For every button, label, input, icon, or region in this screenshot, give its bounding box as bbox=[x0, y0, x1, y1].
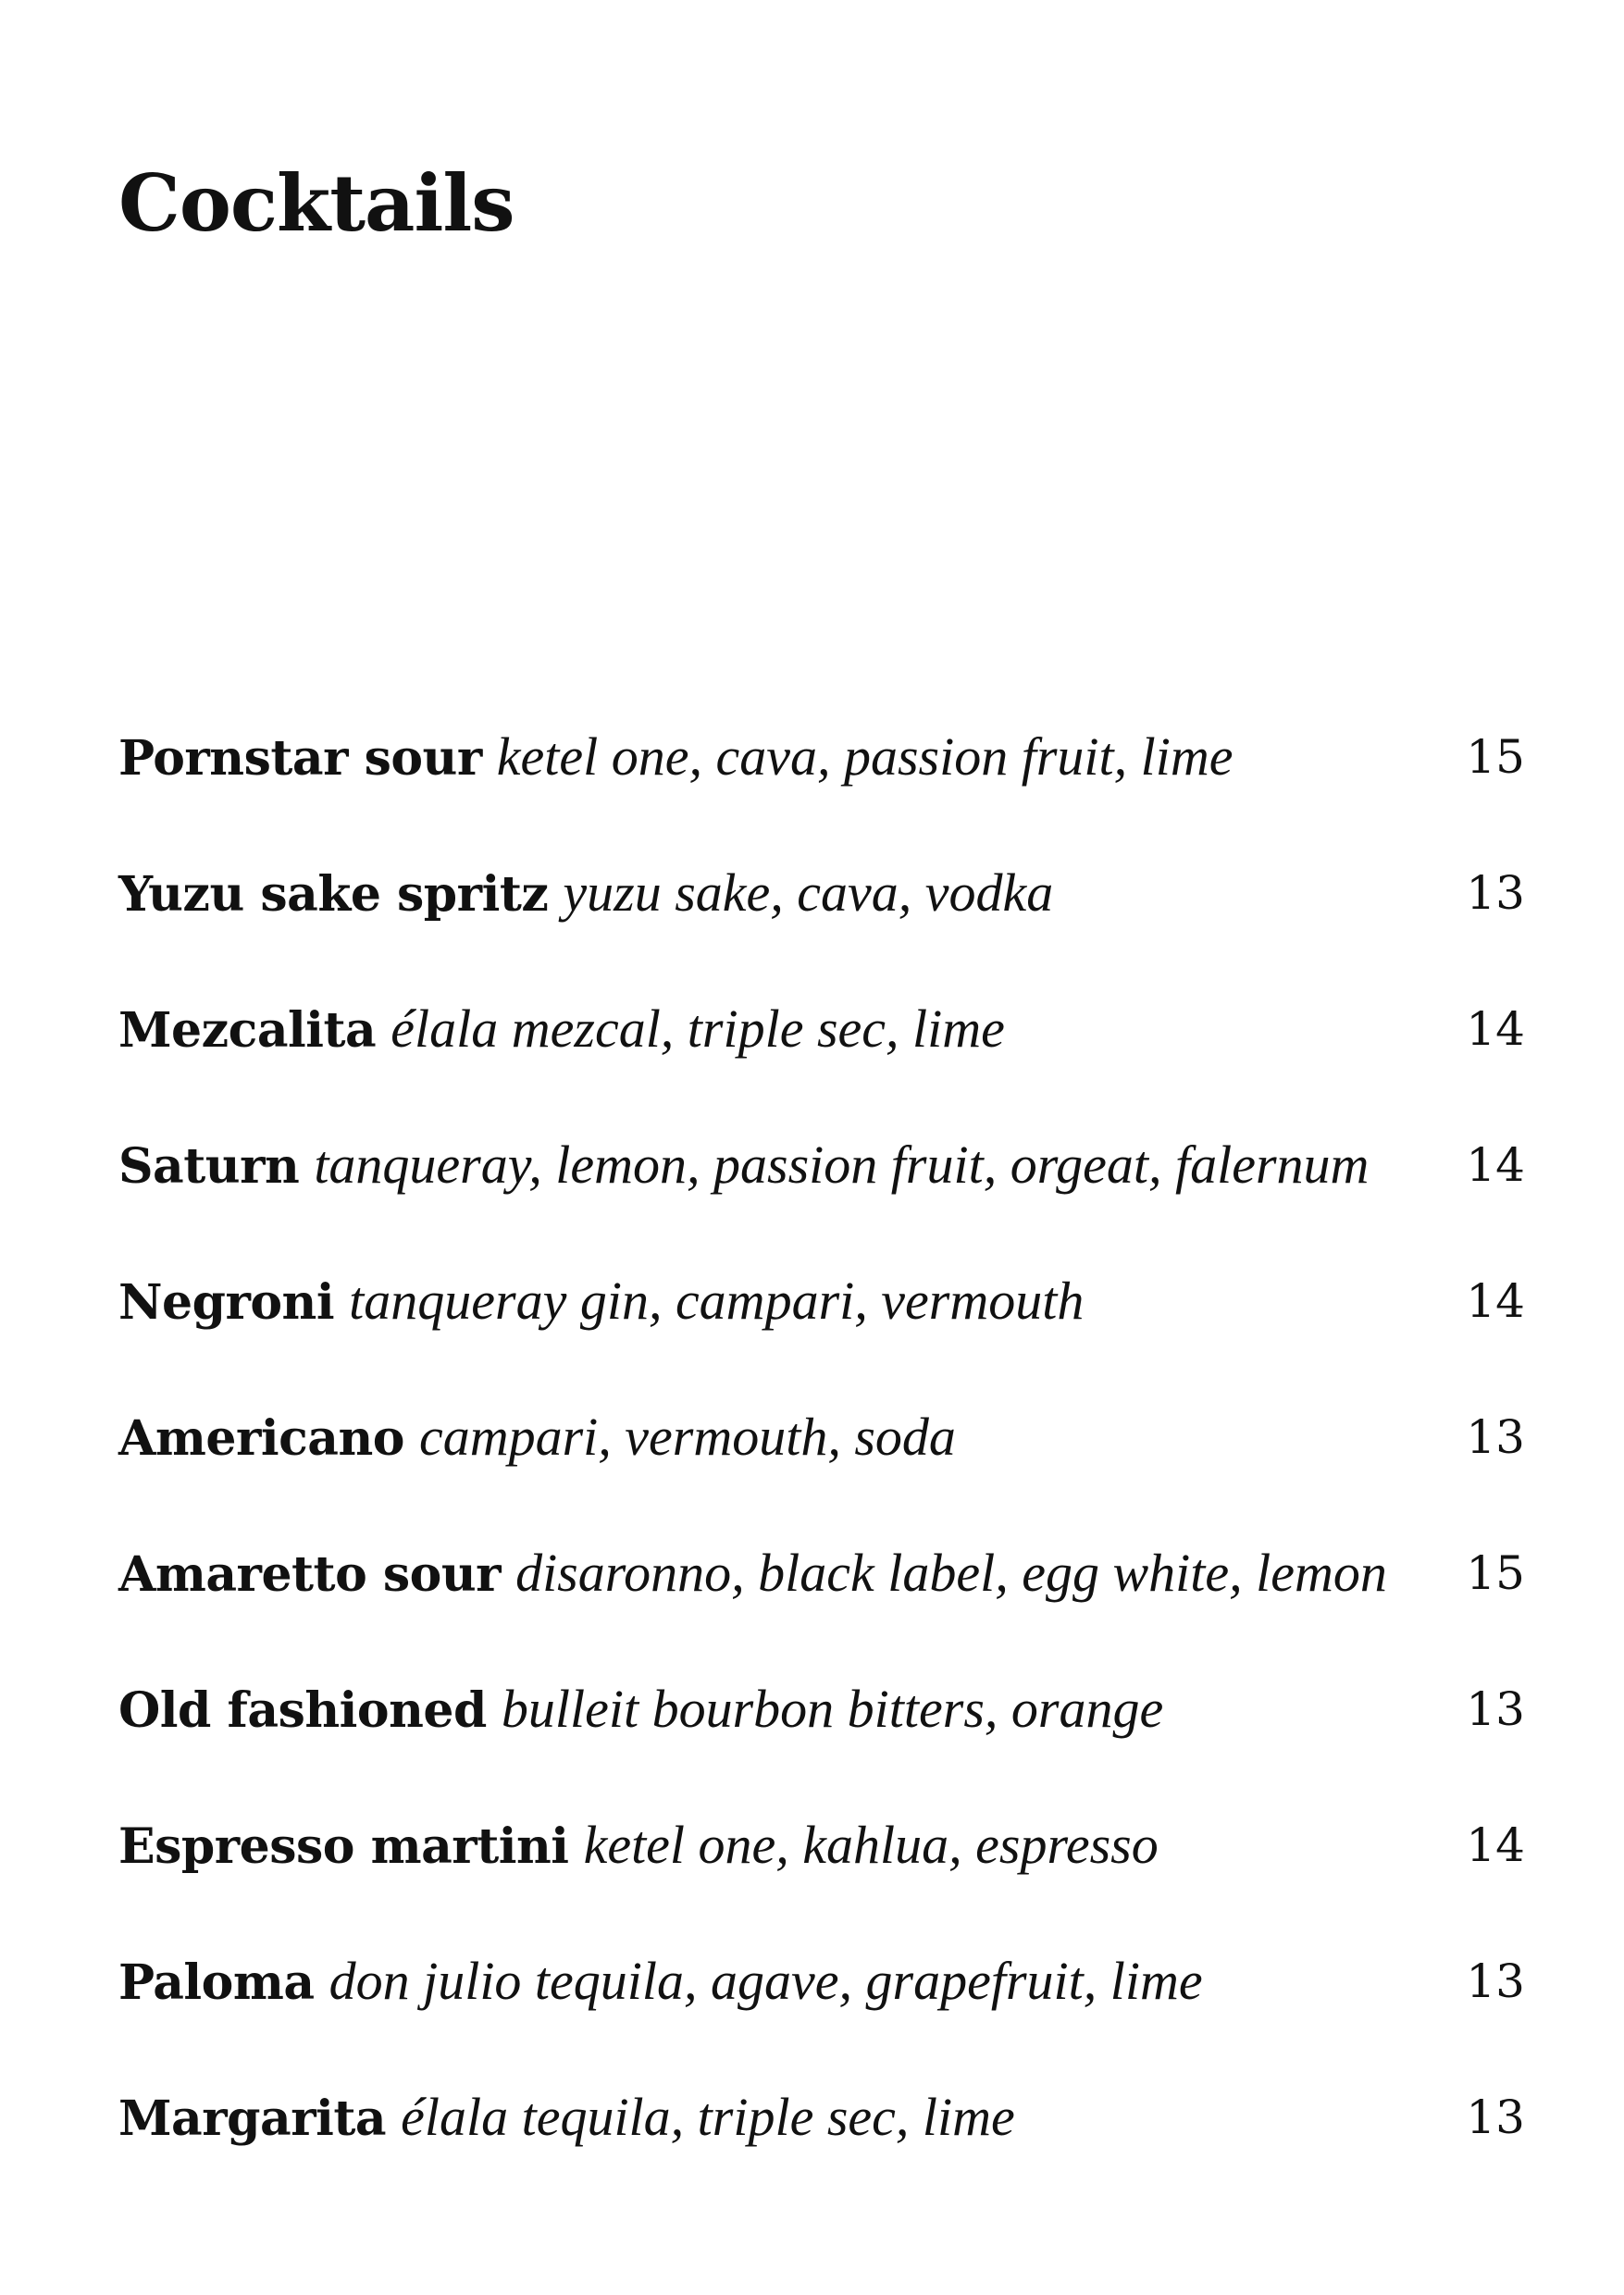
item-price: 13 bbox=[1466, 866, 1525, 920]
menu-item bbox=[118, 1409, 1525, 1545]
menu-item bbox=[118, 1001, 1525, 1137]
item-description: élala mezcal, triple sec, lime bbox=[391, 999, 1005, 1059]
menu-item bbox=[118, 1273, 1525, 1409]
item-name: Negroni bbox=[118, 1274, 335, 1331]
item-description: tanqueray, lemon, passion fruit, orgeat, falernum bbox=[314, 1135, 1370, 1195]
menu-item bbox=[118, 1681, 1525, 1817]
item-price: 15 bbox=[1466, 730, 1525, 784]
menu-item bbox=[118, 1137, 1525, 1273]
menu-item bbox=[118, 726, 1525, 865]
item-name: Margarita bbox=[118, 2090, 387, 2147]
item-price: 15 bbox=[1466, 1546, 1525, 1600]
item-name: Old fashioned bbox=[118, 1682, 487, 1739]
menu-item-text bbox=[118, 1137, 1369, 1195]
menu-item-text bbox=[118, 1409, 956, 1467]
item-name: Yuzu sake spritz bbox=[118, 866, 549, 923]
menu-item-text bbox=[118, 2087, 1015, 2147]
menu-item-text bbox=[118, 1545, 1387, 1603]
item-description: campari, vermouth, soda bbox=[418, 1407, 956, 1467]
menu-item bbox=[118, 2087, 1525, 2226]
page-title: Cocktails bbox=[118, 157, 514, 249]
item-price: 13 bbox=[1466, 2090, 1525, 2144]
menu-item bbox=[118, 862, 1525, 1001]
item-description: élala tequila, triple sec, lime bbox=[401, 2087, 1015, 2147]
menu-item bbox=[118, 1951, 1525, 2090]
item-price: 13 bbox=[1466, 1954, 1525, 2008]
item-price: 13 bbox=[1466, 1682, 1525, 1736]
menu-item bbox=[118, 1817, 1525, 1954]
item-description: tanqueray gin, campari, vermouth bbox=[349, 1271, 1085, 1331]
item-price: 14 bbox=[1466, 1274, 1525, 1328]
menu-item-text bbox=[118, 1273, 1084, 1331]
item-description: don julio tequila, agave, grapefruit, lime bbox=[329, 1951, 1203, 2011]
item-description: ketel one, cava, passion fruit, lime bbox=[496, 726, 1233, 787]
item-name: Espresso martini bbox=[118, 1818, 569, 1875]
item-description: bulleit bourbon bitters, orange bbox=[501, 1679, 1164, 1739]
item-price: 14 bbox=[1466, 1002, 1525, 1056]
item-price: 14 bbox=[1466, 1818, 1525, 1872]
menu-item-text bbox=[118, 726, 1233, 787]
item-description: yuzu sake, cava, vodka bbox=[563, 862, 1054, 923]
item-name: Pornstar sour bbox=[118, 730, 482, 787]
item-name: Paloma bbox=[118, 1954, 315, 2011]
item-price: 14 bbox=[1466, 1138, 1525, 1192]
menu-item-text bbox=[118, 862, 1054, 923]
menu-item bbox=[118, 1545, 1525, 1681]
item-description: disaronno, black label, egg white, lemon bbox=[515, 1543, 1387, 1603]
menu-item-text bbox=[118, 1001, 1005, 1059]
item-name: Mezcalita bbox=[118, 1002, 377, 1059]
item-description: ketel one, kahlua, espresso bbox=[583, 1815, 1159, 1875]
menu-item-text bbox=[118, 1681, 1163, 1739]
item-price: 13 bbox=[1466, 1410, 1525, 1464]
menu-item-text bbox=[118, 1951, 1203, 2011]
item-name: Americano bbox=[118, 1410, 404, 1467]
menu-item-text bbox=[118, 1817, 1159, 1875]
item-name: Amaretto sour bbox=[118, 1546, 502, 1603]
item-name: Saturn bbox=[118, 1138, 300, 1195]
cocktail-list bbox=[118, 726, 1525, 2226]
